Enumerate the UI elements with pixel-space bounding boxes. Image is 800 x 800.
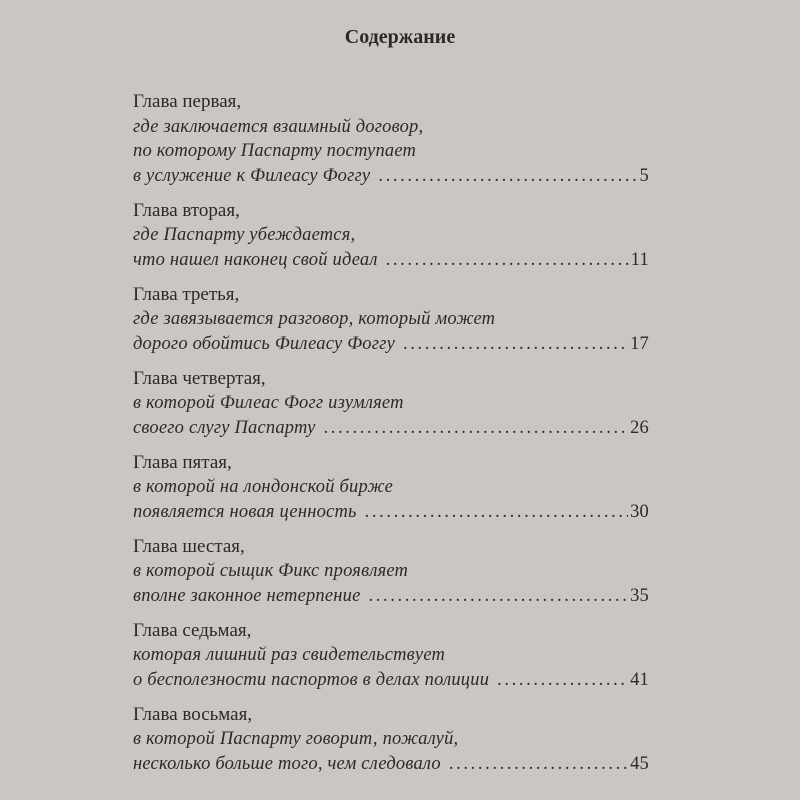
dot-leader <box>324 416 629 441</box>
chapter-heading: Глава шестая, <box>133 535 245 557</box>
toc-entry <box>133 619 649 693</box>
chapter-subtitle-line: в которой сыщик Фикс проявляет <box>133 561 409 581</box>
chapter-subtitle-last-line <box>133 164 649 189</box>
chapter-subtitle-text: появляется новая ценность <box>133 501 357 522</box>
page-title: Содержание <box>344 26 456 48</box>
chapter-subtitle-line: где Паспарту убеждается, <box>133 225 356 245</box>
toc-entry <box>133 90 649 188</box>
page-number: 26 <box>630 417 649 438</box>
toc-entry <box>133 703 649 777</box>
toc-entry <box>133 535 649 609</box>
chapter-subtitle-last-line <box>133 332 649 357</box>
chapter-subtitle-last-line <box>133 584 649 609</box>
page-number: 5 <box>639 165 649 186</box>
page-number: 35 <box>630 585 649 606</box>
chapter-subtitle-last-line <box>133 668 649 693</box>
chapter-subtitle-last-line <box>133 248 649 273</box>
toc-entry <box>133 199 649 273</box>
chapter-subtitle-text: что нашел наконец свой идеал <box>133 249 378 270</box>
dot-leader <box>497 668 628 693</box>
chapter-subtitle-line: которая лишний раз свидетельствует <box>133 645 446 665</box>
chapter-heading: Глава седьмая, <box>133 619 252 641</box>
chapter-heading: Глава четвертая, <box>133 367 266 389</box>
chapter-heading: Глава третья, <box>133 283 240 305</box>
chapter-heading: Глава пятая, <box>133 451 232 473</box>
chapter-subtitle-line: где завязывается разговор, который может <box>133 309 496 329</box>
chapter-subtitle-line: в которой Паспарту говорит, пожалуй, <box>133 729 459 749</box>
dot-leader <box>365 500 628 525</box>
chapter-subtitle-text: вполне законное нетерпение <box>133 585 361 606</box>
chapter-heading: Глава восьмая, <box>133 703 253 725</box>
dot-leader <box>403 332 628 357</box>
dot-leader <box>378 164 637 189</box>
chapter-subtitle-last-line <box>133 752 649 777</box>
chapter-heading: Глава первая, <box>133 91 242 112</box>
chapter-subtitle-line: в которой на лондонской бирже <box>133 477 394 497</box>
chapter-heading: Глава вторая, <box>133 199 240 221</box>
chapter-subtitle-last-line <box>133 500 649 525</box>
toc-entry <box>133 451 649 525</box>
dot-leader <box>449 752 628 777</box>
page-number: 11 <box>630 249 649 270</box>
page-number: 30 <box>630 501 649 522</box>
dot-leader <box>386 248 629 273</box>
chapter-subtitle-last-line <box>133 416 649 441</box>
chapter-subtitle-text: о бесполезности паспортов в делах полиции <box>133 669 490 690</box>
chapter-subtitle-text: дорого обойтись Филеасу Фоггу <box>133 333 395 354</box>
table-of-contents <box>133 90 649 787</box>
chapter-subtitle-line: в которой Филеас Фогг изумляет <box>133 393 404 413</box>
toc-entry <box>133 367 649 441</box>
chapter-subtitle-line: где заключается взаимный договор, <box>133 116 424 137</box>
chapter-subtitle-text: своего слугу Паспарту <box>133 417 316 438</box>
chapter-subtitle-text: в услужение к Филеасу Фоггу <box>133 165 371 186</box>
chapter-subtitle-text: несколько больше того, чем следовало <box>133 753 441 774</box>
page-number: 41 <box>630 669 649 690</box>
chapter-subtitle-line: по которому Паспарту поступает <box>133 141 417 161</box>
dot-leader <box>369 584 629 609</box>
toc-entry <box>133 283 649 357</box>
page-number: 17 <box>630 333 649 354</box>
page-number: 45 <box>630 753 649 774</box>
